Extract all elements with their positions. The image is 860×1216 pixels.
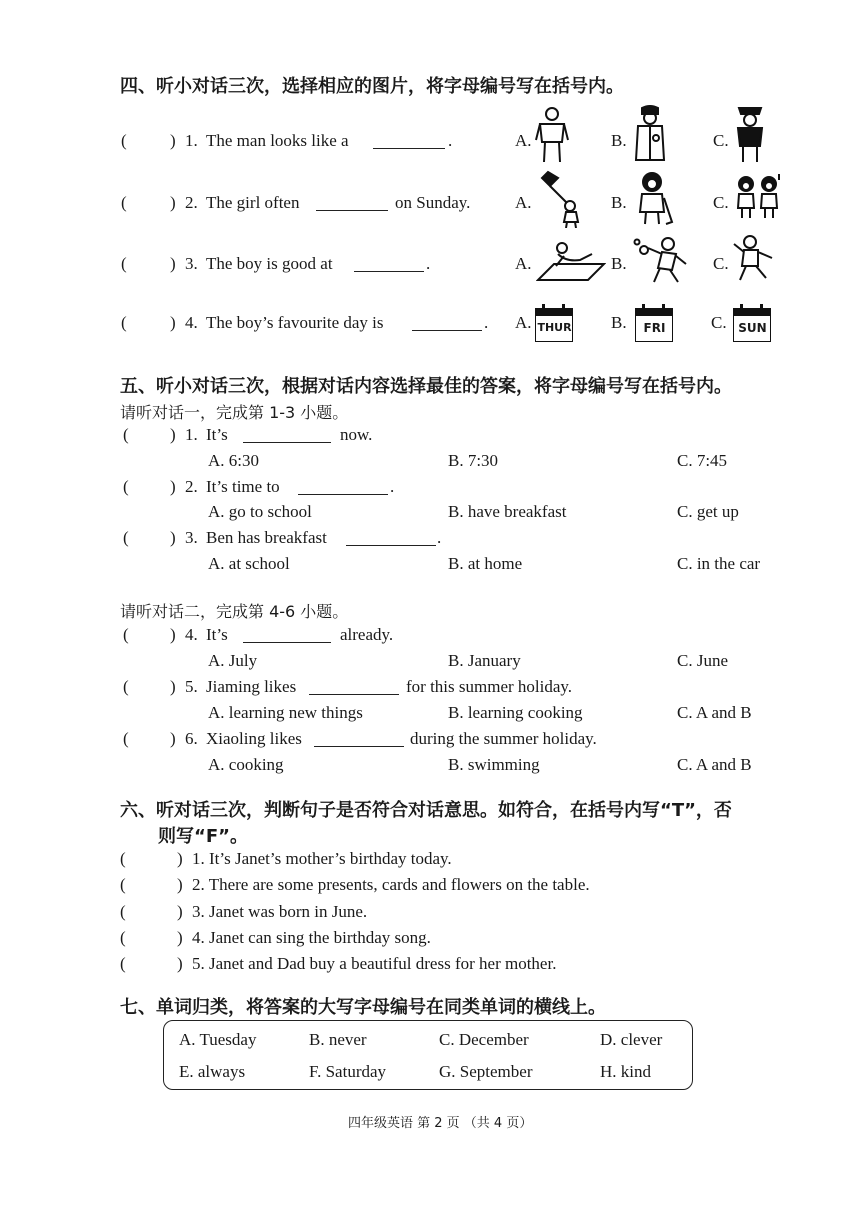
calendar-day-label: SUN	[738, 321, 767, 335]
boy-dancing-icon	[732, 234, 776, 284]
answer-blank[interactable]	[314, 732, 404, 747]
word-option: B. never	[309, 1030, 367, 1049]
answer-paren-close: )	[170, 193, 176, 212]
answer-paren-open[interactable]: (	[121, 193, 127, 212]
option-b[interactable]: B. 7:30	[448, 451, 499, 470]
option-label: C.	[713, 131, 729, 150]
boy-swimming-icon	[536, 240, 606, 284]
option-a[interactable]: A. at school	[208, 554, 290, 573]
answer-paren-close: )	[170, 729, 176, 748]
answer-paren-open[interactable]: (	[120, 928, 126, 947]
option-label: A.	[515, 131, 532, 150]
answer-paren-open[interactable]: (	[120, 902, 126, 921]
option-b[interactable]: B. at home	[448, 554, 523, 573]
section-5-title: 五、听小对话三次，根据对话内容选择最佳的答案，将字母编号写在括号内。	[120, 376, 732, 397]
option-label: B.	[611, 131, 627, 150]
option-a[interactable]: A. go to school	[208, 502, 312, 521]
word-option: D. clever	[600, 1030, 663, 1049]
dialogue-1-instruction: 请听对话一，完成第 1-3 小题。	[120, 403, 349, 422]
option-a[interactable]: A. learning new things	[208, 703, 363, 722]
question-text-end: .	[437, 528, 442, 547]
answer-paren-close: )	[177, 849, 183, 868]
option-b[interactable]: B. learning cooking	[448, 703, 583, 722]
calendar-icon	[733, 304, 773, 342]
answer-paren-open[interactable]: (	[120, 849, 126, 868]
question-text-end: .	[390, 477, 395, 496]
option-label: B.	[611, 193, 627, 212]
answer-paren-open[interactable]: (	[121, 131, 127, 150]
question-text: It’s time to	[206, 477, 280, 496]
word-option: A. Tuesday	[179, 1030, 257, 1049]
statement-5: 5. Janet and Dad buy a beautiful dress for her mother.	[192, 954, 557, 973]
question-text: Xiaoling likes	[206, 729, 302, 748]
option-c[interactable]: C. 7:45	[677, 451, 728, 470]
option-a[interactable]: A. cooking	[208, 755, 284, 774]
doctor-icon	[630, 104, 670, 164]
section-6-title-cont: 则写“F”。	[158, 826, 248, 847]
question-text: Jiaming likes	[206, 677, 297, 696]
option-a[interactable]: A. July	[208, 651, 258, 670]
question-number: 2.	[185, 193, 198, 212]
option-b[interactable]: B. swimming	[448, 755, 540, 774]
question-text-end: for this summer holiday.	[406, 677, 573, 696]
question-number: 4.	[185, 313, 198, 332]
policeman-icon	[733, 102, 767, 164]
question-number: 2.	[185, 477, 198, 496]
answer-paren-close: )	[170, 254, 176, 273]
question-text-end: now.	[340, 425, 373, 444]
question-text-end: .	[426, 254, 431, 273]
answer-paren-close: )	[170, 131, 176, 150]
statement-1: 1. It’s Janet’s mother’s birthday today.	[192, 849, 452, 868]
dialogue-2-instruction: 请听对话二，完成第 4-6 小题。	[120, 602, 349, 621]
question-number: 3.	[185, 528, 198, 547]
answer-blank[interactable]	[346, 531, 436, 546]
question-number: 3.	[185, 254, 198, 273]
answer-paren-open[interactable]: (	[123, 729, 129, 748]
statement-4: 4. Janet can sing the birthday song.	[192, 928, 431, 947]
option-label: A.	[515, 313, 532, 332]
answer-paren-close: )	[177, 928, 183, 947]
question-text: It’s	[206, 625, 228, 644]
answer-paren-open[interactable]: (	[121, 254, 127, 273]
option-c[interactable]: C. in the car	[677, 554, 761, 573]
option-c[interactable]: C. A and B	[677, 703, 752, 722]
question-text-end: already.	[340, 625, 394, 644]
answer-paren-close: )	[177, 902, 183, 921]
answer-paren-close: )	[177, 954, 183, 973]
option-a[interactable]: A. 6:30	[208, 451, 259, 470]
question-text: The man looks like a	[206, 131, 349, 150]
boy-pingpong-icon	[632, 236, 692, 286]
question-number: 5.	[185, 677, 198, 696]
answer-paren-open[interactable]: (	[123, 528, 129, 547]
statement-3: 3. Janet was born in June.	[192, 902, 368, 921]
question-text-end: on Sunday.	[395, 193, 471, 212]
question-text: The girl often	[206, 193, 300, 212]
section-6-title: 六、听对话三次，判断句子是否符合对话意思。如符合，在括号内写“T”，否	[120, 800, 732, 821]
question-text: The boy is good at	[206, 254, 333, 273]
word-option: F. Saturday	[309, 1062, 387, 1081]
option-b[interactable]: B. have breakfast	[448, 502, 567, 521]
question-number: 1.	[185, 131, 198, 150]
option-c[interactable]: C. A and B	[677, 755, 752, 774]
question-text: The boy’s favourite day is	[206, 313, 384, 332]
answer-blank[interactable]	[309, 680, 399, 695]
answer-blank[interactable]	[412, 316, 482, 331]
option-b[interactable]: B. January	[448, 651, 521, 670]
answer-blank[interactable]	[354, 257, 424, 272]
answer-blank[interactable]	[316, 196, 388, 211]
option-label: C.	[713, 254, 729, 273]
statement-2: 2. There are some presents, cards and flowers on the table.	[192, 875, 590, 894]
option-label: C.	[713, 193, 729, 212]
girls-singing-icon	[733, 172, 783, 220]
option-c[interactable]: C. get up	[677, 502, 739, 521]
calendar-day-label: THUR	[537, 321, 572, 334]
calendar-icon	[535, 304, 575, 342]
answer-paren-close: )	[170, 625, 176, 644]
option-label: A.	[515, 254, 532, 273]
answer-paren-open[interactable]: (	[123, 677, 129, 696]
question-number: 4.	[185, 625, 198, 644]
question-number: 6.	[185, 729, 198, 748]
question-text-end: .	[484, 313, 489, 332]
option-c[interactable]: C. June	[677, 651, 728, 670]
answer-paren-close: )	[170, 477, 176, 496]
option-label: C.	[711, 313, 727, 332]
page-footer: 四年级英语 第 2 页 （共 4 页）	[348, 1116, 533, 1131]
answer-paren-close: )	[170, 528, 176, 547]
word-option: E. always	[179, 1062, 246, 1081]
question-text: It’s	[206, 425, 228, 444]
girl-sweeping-icon	[632, 170, 676, 226]
section-4-title: 四、听小对话三次，选择相应的图片，将字母编号写在括号内。	[120, 76, 624, 97]
question-text-end: .	[448, 131, 453, 150]
option-label: B.	[611, 254, 627, 273]
word-option: C. December	[439, 1030, 529, 1049]
word-option: G. September	[439, 1062, 533, 1081]
section-7-title: 七、单词归类，将答案的大写字母编号在同类单词的横线上。	[120, 997, 606, 1018]
question-text: Ben has breakfast	[206, 528, 327, 547]
answer-paren-close: )	[170, 677, 176, 696]
answer-blank[interactable]	[298, 480, 388, 495]
answer-blank[interactable]	[243, 628, 331, 643]
word-option: H. kind	[600, 1062, 651, 1081]
answer-paren-close: )	[170, 425, 176, 444]
question-text-end: during the summer holiday.	[410, 729, 597, 748]
man-standing-icon	[534, 106, 570, 164]
answer-paren-open[interactable]: (	[120, 954, 126, 973]
girl-kite-icon	[536, 168, 586, 228]
answer-blank[interactable]	[243, 428, 331, 443]
calendar-icon	[635, 304, 675, 342]
answer-paren-close: )	[177, 875, 183, 894]
option-label: B.	[611, 313, 627, 332]
question-number: 1.	[185, 425, 198, 444]
option-label: A.	[515, 193, 532, 212]
answer-paren-open[interactable]: (	[123, 477, 129, 496]
answer-paren-open[interactable]: (	[123, 425, 129, 444]
answer-paren-open[interactable]: (	[120, 875, 126, 894]
answer-paren-open[interactable]: (	[121, 313, 127, 332]
answer-blank[interactable]	[373, 134, 445, 149]
answer-paren-open[interactable]: (	[123, 625, 129, 644]
calendar-day-label: FRI	[643, 321, 666, 335]
answer-paren-close: )	[170, 313, 176, 332]
